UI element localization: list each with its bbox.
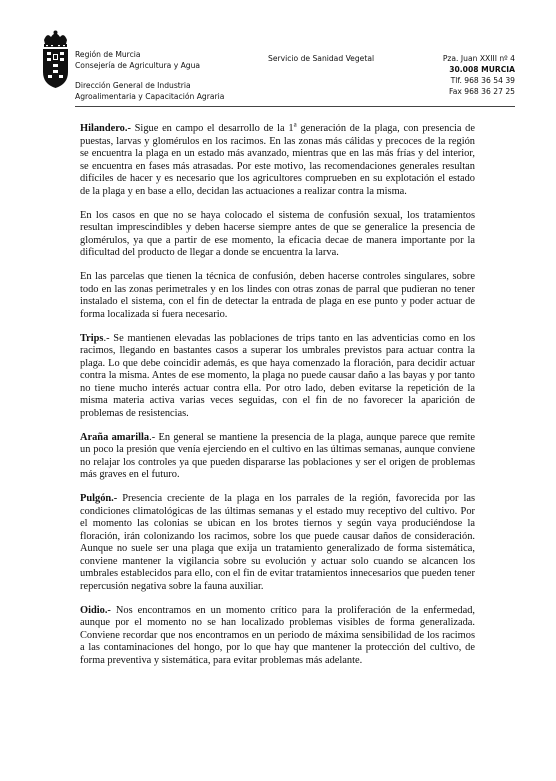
paragraph-trips: Trips.- Se mantienen elevadas las poblaciones de trips tanto en las adventicias como en los racimos, llegando en bastantes casos a superar los umbrales previstos para actuar contra la plaga. Lo que debe coincidir además, es que haya comenzado la floración, para decidir actuar contra la misma. Antes de ese momento, la plaga no puede causar daño a las bayas y por tanto no tiene mucho interés actuar contra ella. Por otro lado, deben evitarse la repetición de la misma materia activa varias veces seguidas, con el fin de no favorecer la aparición de problemas de resistencias. — [80, 332, 475, 419]
paragraph-hilandero: Hilandero.- Sigue en campo el desarrollo de la 1$^a$ generación de la plaga, con presencia de puestas, larvas y glomérulos en los racimos. En las zonas más cálidas y precoces de la región se encuentra la plaga en un estado más avanzado, mientras que en las más frías y del interior, se encuentra en fases más atrasadas. Por este motivo, las recomendaciones generales resultan difíciles de hacer y es necesario que los agricultores comprueben en su explotación el estado de la plaga y en base a ello, decidan las actuaciones a realizar contra la misma. — [80, 120, 475, 197]
section-title-hilandero: Hilandero.- — [80, 123, 131, 134]
header-service: Servicio de Sanidad Vegetal — [268, 54, 375, 63]
header-region: Región de Murcia — [75, 50, 141, 59]
header-directorate-line1: Dirección General de Industria — [75, 81, 191, 90]
header-city: 30.008 MURCIA — [449, 65, 515, 74]
header-address: Pza. Juan XXIII nº 4 — [442, 54, 515, 63]
section-title-trips: Trips — [80, 332, 104, 344]
section-title-oidio: Oidio.- — [80, 604, 111, 616]
royal-crest-icon — [39, 30, 72, 90]
header-directorate-line2: Agroalimentaria y Capacitación Agraria — [75, 92, 225, 101]
paragraph-confusion-none: En los casos en que no se haya colocado el sistema de confusión sexual, los tratamientos resultan imprescindibles y deben hacerse siempre antes de que se generalice la presencia de glomérulos, ya que a partir de ese momento, la eficacia decae de manera importante por la dificultad del producto de llegar a donde se encuentra la larva. — [80, 209, 475, 258]
paragraph-oidio: Oidio.- Nos encontramos en un momento crítico para la proliferación de la enfermedad, aunque por el momento no se han localizado problemas visibles de forma generalizada. Conviene recordar que nos encontramos en un periodo de máxima sensibilidad de los racimos a las contaminaciones del hongo, por lo que hay que mantener la protección del cultivo, de forma preventiva y sistemática, para evitar problemas más adelante. — [80, 604, 475, 666]
document-body — [80, 120, 475, 679]
section-title-pulgon: Pulgón.- — [80, 493, 118, 504]
header-department: Consejería de Agricultura y Agua — [75, 61, 201, 70]
paragraph-confusion-present: En las parcelas que tienen la técnica de confusión, deben hacerse controles singulares, sobre todo en las zonas perimetrales y en los lindes con otras zonas de parral que pudieran no tener instalado el sistema, con el fin de detectar la entrada de plaga en ese punto y poder actuar de forma localizada si fuera necesario. — [80, 271, 475, 320]
paragraph-pulgon: Pulgón.- Presencia creciente de la plaga en los parrales de la región, favorecida por las condiciones climatológicas de las últimas semanas y el estado muy receptivo del cultivo. Por el momento las colonias se ubican en los brotes tiernos y según vaya produciéndose la floración, irán colonizando los racimos, sobre los que puede causar daños de consideración. Aunque no suele ser una plaga que exija un tratamiento generalizado de forma sistemática, conviene mantener la vigilancia sobre su evolución y actuar solo cuando se alcancen los umbrales establecidos para ello, con el fin de evitar tratamientos innecesarios que pueden tener repercusión negativa sobre la fauna auxiliar. — [80, 493, 475, 592]
header-directorate — [75, 80, 224, 102]
header-phone: Tlf. 968 36 54 39 — [450, 76, 515, 85]
header-organization — [75, 49, 200, 71]
paragraph-arana-amarilla: Araña amarilla.- En general se mantiene la presencia de la plaga, aunque parece que remite un poco la presión que venía ejerciendo en el cultivo en las últimas semanas, aunque conviene no relajar los controles ya que pueden dispararse las poblaciones y ser el origen de problemas más graves en el futuro. — [80, 431, 475, 480]
header-fax: Fax 968 36 27 25 — [449, 87, 515, 96]
section-title-arana-amarilla: Araña amarilla — [80, 431, 150, 443]
header-divider — [75, 106, 515, 107]
header-contact — [443, 53, 515, 97]
